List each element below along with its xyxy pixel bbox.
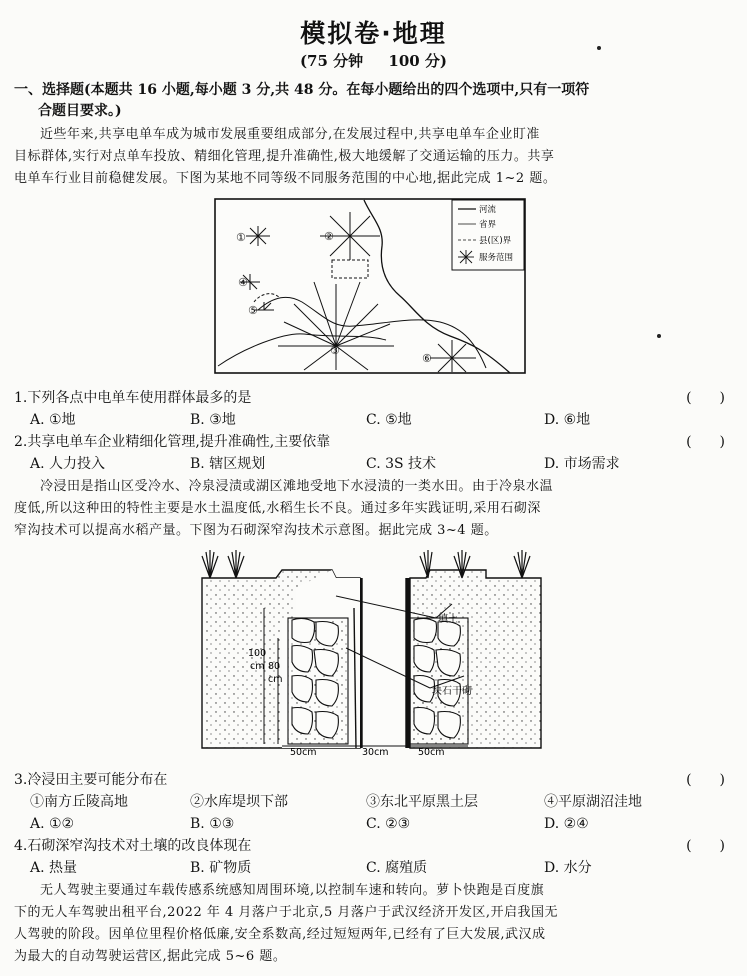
passage1-line2: 目标群体,实行对点单车投放、精细化管理,提升准确性,极大地缓解了交通运输的压力。共享 [14,149,555,164]
q2-option-a[interactable]: A. 人力投入 [30,456,106,472]
passage-1 [14,124,739,190]
map-label-3: ④ [238,276,248,289]
q4-option-a[interactable]: A. 热量 [30,860,78,876]
q4-options [30,858,730,879]
question-1 [14,388,739,409]
q3-option-b[interactable]: B. ①③ [190,816,235,832]
q3-option-a[interactable]: A. ①② [30,816,75,832]
exam-time: (75 分钟 [299,52,364,70]
q2-options [30,454,730,475]
q1-option-a[interactable]: A. ①地 [30,412,76,428]
q1-options [30,410,730,431]
q3-choices [30,792,730,813]
passage2-line1: 冷浸田是指山区受冷水、冷泉浸渍或湖区滩地受地下水浸渍的一类水田。由于冷泉水温 [40,479,554,494]
passage1-line1: 近些年来,共享电单车成为城市发展重要组成部分,在发展过程中,共享电单车企业盯准 [40,127,540,142]
passage3-line1: 无人驾驶主要通过车载传感系统感知周围环境,以控制车速和转向。萝卜快跑是百度旗 [40,883,545,898]
legend-province: 省界 [479,220,497,230]
legend-river: 河流 [479,205,497,215]
legend-service: 服务范围 [479,253,514,263]
question-4 [14,836,739,857]
q4-option-d[interactable]: D. 水分 [544,860,592,876]
stray-mark [597,46,601,50]
map-legend [452,200,524,270]
q1-option-d[interactable]: D. ⑥地 [544,412,591,428]
question-3 [14,770,739,791]
exam-info [0,50,747,71]
q2-option-d[interactable]: D. 市场需求 [544,456,620,472]
q2-option-b[interactable]: B. 辖区规划 [190,456,266,472]
central-place-map [214,198,526,374]
q1-answer-paren: ( ) [686,390,725,406]
width-50-right: 50cm [418,747,445,758]
q3-stem: 3.冷浸田主要可能分布在 [14,772,168,788]
q4-option-b[interactable]: B. 矿物质 [190,860,252,876]
q2-option-c[interactable]: C. 3S 技术 [366,456,437,472]
exam-score: 100 分) [388,52,448,70]
passage3-line3: 人驾驶的阶段。因单位里程价格低廉,安全系数高,经过短短两年,已经有了巨大发展,武汉成 [14,927,546,942]
left-stone-wall [288,618,348,744]
dim-80: 80 [268,661,281,672]
width-30: 30cm [362,747,389,758]
passage-2 [14,476,739,542]
map-label-2: ② [324,230,334,243]
section-line1: 一、选择题(本题共 16 小题,每小题 3 分,共 48 分。在每小题给出的四个选项中,只有一项符 [14,82,590,98]
q3-choice-2: ②水库堤坝下部 [190,794,288,810]
q3-choice-4: ④平原湖沼洼地 [544,794,642,810]
q1-stem: 1.下列各点中电单车使用群体最多的是 [14,390,252,406]
legend-county: 县(区)界 [479,236,512,246]
dim-cm-2: cm [268,674,283,685]
q3-choice-1: ①南方丘陵高地 [30,794,128,810]
page-title: 模拟卷·地理 [300,19,447,48]
map-label-6: ⑥ [422,352,432,365]
width-50-left: 50cm [290,747,317,758]
dim-cm-1: cm [250,661,265,672]
passage3-line2: 下的无人车驾驶出租平台,2022 年 4 月落户于北京,5 月落户于武汉经济开发区,开启我国无 [14,905,559,920]
map-label-4: ⑤ [248,304,258,317]
stray-mark [657,334,661,338]
label-fill-soil: 填土 [438,614,458,625]
passage1-line3: 电单车行业目前稳健发展。下图为某地不同等级不同服务范围的中心地,据此完成 1~2 题。 [14,171,557,186]
section-heading [14,80,739,122]
q4-answer-paren: ( ) [686,838,725,854]
map-label-5: ③ [330,344,340,357]
right-stone-wall [410,618,468,744]
stone-trench-diagram [196,548,616,758]
q1-option-c[interactable]: C. ⑤地 [366,412,412,428]
q4-option-c[interactable]: C. 腐殖质 [366,860,428,876]
q3-answer-paren: ( ) [686,772,725,788]
passage-3 [14,880,739,968]
q3-option-d[interactable]: D. ②④ [544,816,589,832]
q3-option-c[interactable]: C. ②③ [366,816,411,832]
section-line2: 合题目要求。) [38,103,122,119]
q1-option-b[interactable]: B. ③地 [190,412,236,428]
q3-choice-3: ③东北平原黑土层 [366,794,478,810]
passage2-line2: 度低,所以这种田的特性主要是水土温度低,水稻生长不良。通过多年实践证明,采用石砌深 [14,501,541,516]
q2-answer-paren: ( ) [686,434,725,450]
q4-stem: 4.石砌深窄沟技术对土壤的改良体现在 [14,838,252,854]
q2-stem: 2.共享电单车企业精细化管理,提升准确性,主要依靠 [14,434,331,450]
question-2 [14,432,739,453]
passage2-line3: 窄沟技术可以提高水稻产量。下图为石砌深窄沟技术示意图。据此完成 3~4 题。 [14,523,498,538]
label-dry-stone: 块石干砌 [432,686,472,697]
q3-options [30,814,730,835]
dim-100: 100 [248,648,267,659]
map-label-1: ① [236,231,246,244]
passage3-line4: 为最大的自动驾驶运营区,据此完成 5~6 题。 [14,949,287,964]
